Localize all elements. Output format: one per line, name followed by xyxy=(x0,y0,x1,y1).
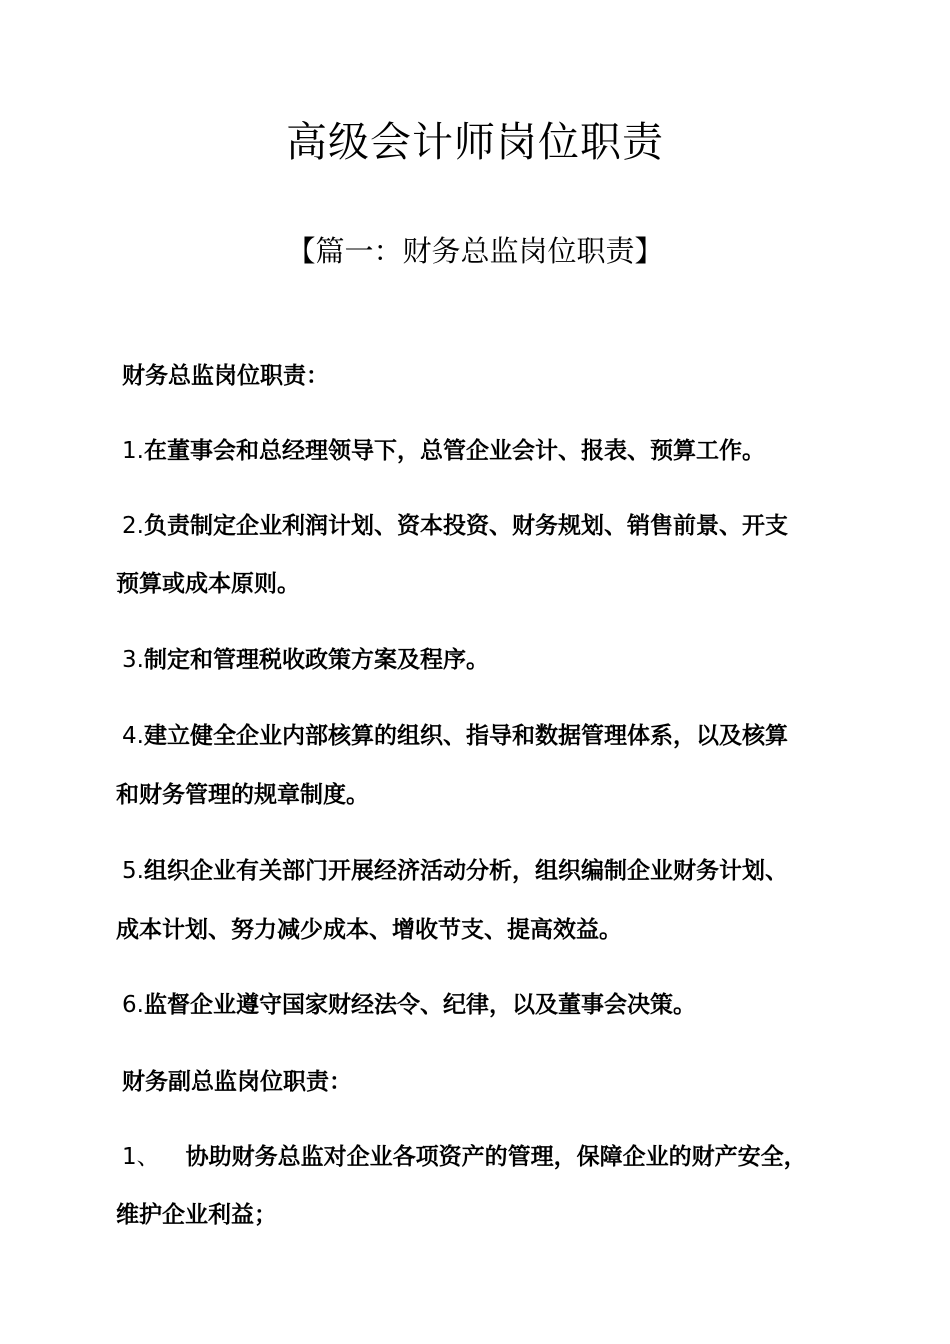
item-text-line: 监督企业遵守国家财经法令、纪律，以及董事会决策。 xyxy=(143,992,696,1018)
document-title: 高级会计师岗位职责 xyxy=(286,118,664,166)
item-text-line: 在董事会和总经理领导下，总管企业会计、报表、预算工作。 xyxy=(143,438,765,464)
item-number: 6. xyxy=(122,992,144,1018)
document-subtitle: 【篇一：财务总监岗位职责】 xyxy=(286,234,664,268)
item-number: 1. xyxy=(122,438,144,464)
list-item xyxy=(116,433,842,469)
item-text-line: 组织企业有关部门开展经济活动分析，组织编制企业财务计划、 xyxy=(143,858,788,884)
list-item xyxy=(116,1139,842,1175)
list-item xyxy=(116,508,842,544)
item-text-line: 建立健全企业内部核算的组织、指导和数据管理体系，以及核算 xyxy=(143,723,788,749)
item-number: 2. xyxy=(122,513,144,539)
item-text-line: 制定和管理税收政策方案及程序。 xyxy=(143,647,489,673)
section-heading-cfo: 财务总监岗位职责： xyxy=(122,363,329,389)
list-item-continuation: 预算或成本原则。 xyxy=(116,571,300,597)
list-item-continuation: 维护企业利益； xyxy=(116,1202,277,1228)
item-text-line: 协助财务总监对企业各项资产的管理，保障企业的财产安全， xyxy=(185,1144,807,1170)
list-item xyxy=(116,642,842,678)
section-heading-deputy-cfo: 财务副总监岗位职责： xyxy=(122,1069,352,1095)
list-item xyxy=(116,718,842,754)
list-item xyxy=(116,853,842,889)
list-item xyxy=(116,987,842,1023)
item-number: 1、 xyxy=(122,1144,160,1170)
item-number: 3. xyxy=(122,647,144,673)
list-item-continuation: 成本计划、努力减少成本、增收节支、提高效益。 xyxy=(116,917,622,943)
item-number: 5. xyxy=(122,858,144,884)
list-item-continuation: 和财务管理的规章制度。 xyxy=(116,782,369,808)
item-text-line: 负责制定企业利润计划、资本投资、财务规划、销售前景、开支 xyxy=(143,513,788,539)
item-number: 4. xyxy=(122,723,144,749)
